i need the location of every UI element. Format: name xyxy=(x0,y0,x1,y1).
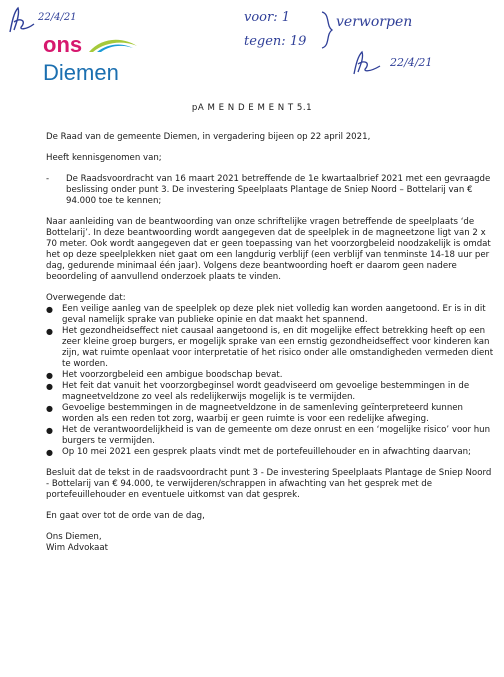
list-item: ● Op 10 mei 2021 een gesprek plaats vindt met de portefeuillehouder en in afwachting daarvan; xyxy=(46,447,471,457)
signatory-name: Wim Advokaat xyxy=(46,543,109,553)
considerations-list xyxy=(46,304,496,458)
decision-paragraph: Besluit dat de tekst in de raadsvoordracht punt 3 - De investering Speelplaats Plantage de Sniep Noord - Bottelarij van € 94.000, te verwijderen/schrappen in afwachting van het gesprek met de portefeuillehouder en eventuele uitkomst van dat gesprek. xyxy=(46,468,492,500)
list-item: ● Het gezondheidseffect niet causaal aangetoond is, en dit mogelijke effect betrekking heeft op een zeer kleine groep burgers, er mogelijk sprake van een ernstig gezondheidseffect voor kinderen kan zijn, wat ruimte openlaat voor interpretatie of het risico onder alle omstandigheden vermeden dient te worden. xyxy=(46,326,494,369)
bullet-icon: ● xyxy=(46,382,53,391)
list-item: ● Gevoelige bestemmingen in de magneetveldzone in de samenleving geïnterpreteerd kunnen worden als een reden tot zorg, waarbij er geen ruimte is voor een redelijke afweging. xyxy=(46,403,463,424)
dash-mark: - xyxy=(46,174,50,184)
vote-result: verworpen xyxy=(336,14,413,30)
list-item: ● Een veilige aanleg van de speelplek op deze plek niet volledig kan worden aangetoond. Er is in dit geval namelijk sprake van publieke opinie en dat maakt het spannend. xyxy=(46,304,486,325)
dash-list-item xyxy=(46,174,496,207)
bullet-icon: ● xyxy=(46,305,53,314)
vote-against-count: tegen: 19 xyxy=(244,34,307,49)
bullet-icon: ● xyxy=(46,448,53,457)
vote-for-count: voor: 1 xyxy=(244,10,290,25)
dash-item-text: De Raadsvoordracht van 16 maart 2021 betreffende de 1e kwartaalbrief 2021 met een gevraagde beslissing onder punt 3. De investering Speelplaats Plantage de Sniep Noord – Bottelarij van € 94.000 toe te kennen; xyxy=(66,174,491,206)
bullet-icon: ● xyxy=(46,426,53,435)
intro-paragraph: De Raad van de gemeente Diemen, in vergadering bijeen op 22 april 2021, xyxy=(46,132,371,142)
handwritten-date: 22/4/21 xyxy=(390,56,433,69)
handwritten-vote-annotation xyxy=(244,4,494,84)
logo-text-ons: ons xyxy=(43,32,83,57)
list-item: ● Het de verantwoordelijkheid is van de gemeente om deze onrust en een ‘mogelijke risico’ voor hun burgers te vermijden. xyxy=(46,425,491,446)
bullet-icon: ● xyxy=(46,404,53,413)
ons-diemen-logo xyxy=(43,30,153,88)
signatory-party: Ons Diemen, xyxy=(46,532,102,542)
brace-mark-icon xyxy=(320,10,334,50)
context-paragraph: Naar aanleiding van de beantwoording van onze schriftelijke vragen betreffende de speelplaats ‘de Bottelarij’. In deze beantwoording wordt aangegeven dat de speelplek in de magneetzone ligt van 2 x 70 meter. Ook wordt aangegeven dat er geen toepassing van het voorzorgbeleid noodzakelijk is omdat het op deze speelplekken niet gaat om een langdurig verblijf (een verblijf van tenminste 14-18 uur per dag, gedurende minimaal één jaar). Volgens deze beantwoording hoeft er daarom geen nadere beoordeling of aanvullend onderzoek plaats te vinden. xyxy=(46,217,491,282)
considering-heading: Overwegende dat: xyxy=(46,293,126,303)
document-heading: pA M E N D E M E N T 5.1 xyxy=(191,103,313,113)
amendment-body xyxy=(46,132,496,554)
logo-text-diemen: Diemen xyxy=(43,60,119,85)
logo-swoosh-icon xyxy=(87,36,139,54)
closing-line: En gaat over tot de orde van de dag, xyxy=(46,511,205,521)
list-item: ● Het feit dat vanuit het voorzorgbeginsel wordt geadviseerd om gevoelige bestemmingen in de magneetveldzone zo veel als redelijkerwijs mogelijk is te vermijden. xyxy=(46,381,470,402)
list-item: ● Het voorzorgbeleid een ambigue boodschap bevat. xyxy=(46,370,283,380)
handwritten-date: 22/4/21 xyxy=(38,12,77,23)
bullet-icon: ● xyxy=(46,327,53,336)
noted-heading: Heeft kennisgenomen van; xyxy=(46,153,162,163)
bullet-icon: ● xyxy=(46,371,53,380)
signature-scribble-icon xyxy=(348,48,388,78)
